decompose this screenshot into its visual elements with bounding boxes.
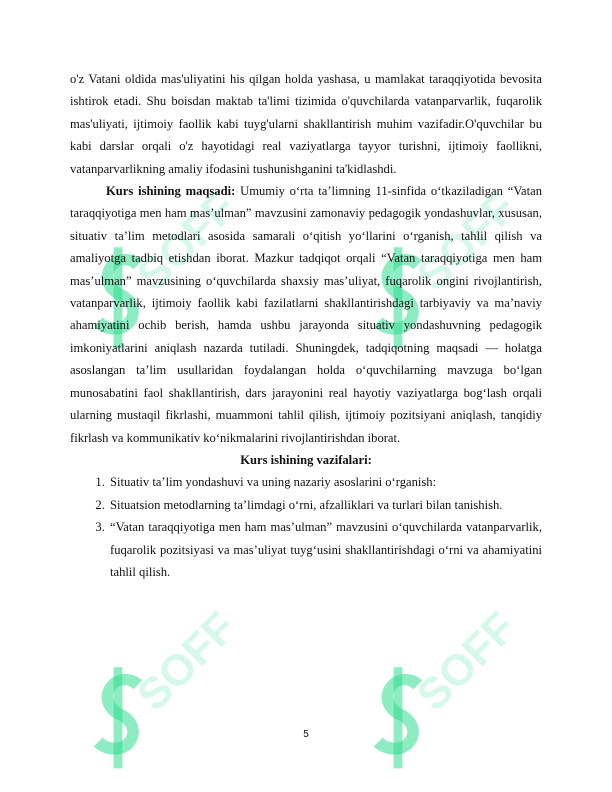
list-item: 2. Situatsion metodlarning ta’limdagi o‘rni, afzalliklari va turlari bilan tanishish.: [108, 494, 542, 516]
goal-text: Umumiy o‘rta ta’limning 11-sinfida o‘tkaziladigan “Vatan taraqqiyotiga men ham mas’ulman” mavzusini zamonaviy pedagogik yondashuvlar, xususan, situativ ta’lim metodlari asosida samarali o‘qitish yo‘llarini o‘rganish, tahlil qilish va amaliyotga tadbiq etishdan iborat. Mazkur tadqiqot orqali “Vatan taraqqiyotiga men ham mas’ulman” mavzusining o‘quvchilarda shaxsiy mas’uliyat, fuqarolik ongini rivojlantirish, vatanparvarlik, ijtimoiy faollik kabi fazilatlarni shakllantirishdagi tarbiyaviy va ma’naviy ahamiyatini ochib berish, hamda ushbu jarayonda situativ yondashuvning pedagogik imkoniyatlarini aniqlash nazarda tutiladi. Shuningdek, tadqiqotning maqsadi — holatga asoslangan ta’lim usullaridan foydalangan holda o‘quvchilarning mavzuga bo‘lgan munosabatini faol shakllantirish, dars jarayonini real hayotiy vaziyatlarga bog‘lash orqali ularning mustaqil fikrlashi, muammoni tahlil qilish, ijtimoiy pozitsiyani aniqlash, tanqidiy fikrlash va kommunikativ ko‘nikmalarini rivojlantirishdan iborat.: [70, 184, 543, 445]
tasks-heading: Kurs ishining vazifalari:: [240, 452, 372, 467]
paragraph-goal: [70, 180, 542, 449]
document-body: [70, 68, 542, 583]
goal-label: Kurs ishining maqsadi:: [106, 184, 236, 199]
page-number: 5: [303, 729, 309, 740]
tasks-list: [70, 471, 542, 583]
paragraph-intro: o'z Vatani oldida mas'uliyatini his qilgan holda yashasa, u mamlakat taraqqiyotida bevosita ishtirok etadi. Shu boisdan maktab ta'limi tizimida o'quvchilarda vatanparvarlik, fuqarolik mas'uliyati, ijtimoiy faollik kabi tuyg'ularni shakllantirish muhim vazifadir.O'quvchilar bu kabi darslar orqali o'z hayotidagi real vaziyatlarga tayyor turishni, ijtimoiy faollikni, vatanparvarlikning amaliy ifodasini tushunishganini ta'kidlashdi.: [70, 72, 542, 176]
list-item: 3. “Vatan taraqqiyotiga men ham mas’ulman” mavzusini o‘quvchilarda vatanparvarlik, fuqarolik pozitsiyasi va mas’uliyat tuyg‘usini shakllantirishdagi o‘rni va ahamiyatini tahlil qilish.: [108, 516, 542, 583]
list-item: 1. Situativ ta’lim yondashuvi va uning nazariy asoslarini o‘rganish:: [108, 471, 542, 493]
